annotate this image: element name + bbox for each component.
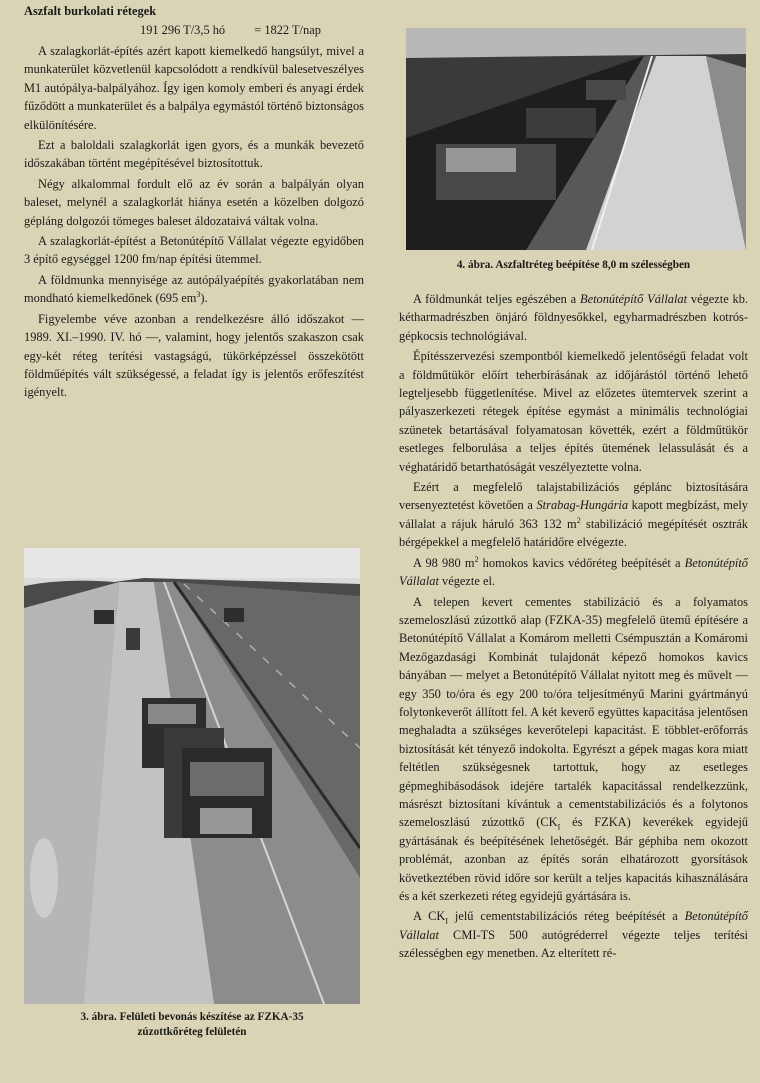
left-paragraph-3: Négy alkalommal fordult elő az év során a balpályán olyan baleset, melynél a szalagkorlát hiánya esetén a közelben dolgozó gépláng dolgozói tömeges baleset áldozataivá váltak volna.: [24, 176, 364, 228]
left-paragraph-4: A szalagkorlát-építést a Betonútépítő Vállalat végezte egyidőben 3 építő egységgel 1200 fm/nap építési ütemmel.: [24, 234, 364, 267]
figure-4-caption: 4. ábra. Aszfaltréteg beépítése 8,0 m szélességben: [456, 259, 691, 271]
left-paragraph-5: A földmunka mennyisége az autópályaépítés gyakorlatában nem mondható kiemelkedőnek (695 $em^3$).: [24, 272, 364, 306]
right-paragraph-2: Építésszervezési szempontból kiemelkedő jelentőségű feladat volt a földműtükör előírt teherbírásának az időjárástól történő lehető legteljesebb függetlenítése. Mivel az előzetes ütemtervek szerint a pályaszerkezeti rétegek építése egymást a minimális technológiai szünetek betartásával folyamatosan követték, ezért a földműtükör esetleges felborulása a teljes építés ütemének lelassulását és a véghatáridő betarthatóságát veszélyeztette volna.: [399, 349, 748, 474]
formula-right: = 1822 T/nap: [254, 23, 321, 37]
formula-line: [140, 22, 360, 39]
right-paragraph-4: A 98 980 $m^2$ homokos kavics védőréteg beépítését a Betonútépítő Vállalat végezte el.: [399, 554, 748, 589]
right-paragraph-6: A $CK_I$ jelű cementstabilizációs réteg beépítését a Betonútépítő Vállalat CMI-TS 500 autógréderrel végezte teljes terítési szélességben egy menetben. Az elterített ré-: [399, 909, 748, 961]
left-column: [24, 42, 364, 402]
road-construction-illustration: [24, 548, 360, 1004]
right-paragraph-5: A telepen kevert cementes stabilizáció és a folyamatos szemeloszlású zúzottkő alap (FZKA-35) megfelelő ütemű építésére a Betonútépítő Vállalat a Komárom melletti Csémpusztán a Komáromi Mezőgazdasági Kombinát tulajdonát képező homokos kavics bányában — melyet a Betonútépítő Vállalat nyitott meg és művelt — egy 350 to/óra és egy 200 to/óra teljesítményű Marini gyártmányú folytonkeverőt állított fel. A két keverő együttes kapacitása jelentősen meghaladta a szükséges keverőtelepi kapacitást. E többlet-erőforrás biztosítását két tényező indokolta. Egyrészt a gépek magas kora miatt feltétlen szükségesnek tartottuk, hogy az esetleges gépmeghibásodások idejére tartalék kapacitással rendelkezzünk, másrészt biztosítani kívántuk a cementstabilizációs és a folytonos szemeloszlású zúzottkő ($CK_I$ és FZKA) keverékek egyidejű gyártásának és beépítésének lehetőségét. Bár géphiba nem okozott problémát, azonban az építés során elhatározott gyorsítások következtében rövid időre sor került a teljes kapacitás kihasználására és a két szerkezeti réteg egyidejű gyártására is.: [399, 594, 749, 903]
left-paragraph-1: A szalagkorlát-építés azért kapott kiemelkedő hangsúlyt, mivel a munkaterület közvetlenül kapcsolódott a rendkívül balesetveszélyes M1 autópálya-balpályához. Így igen komoly emberi és anyagi érdek fűződött a munkaterület és a balpálya egymástól történő biztonságos elkülönítésére.: [24, 44, 364, 132]
figure-3-photo: [24, 548, 360, 1004]
right-paragraph-1: A földmunkát teljes egészében a Betonútépítő Vállalat végezte kb. kétharmadrészben önjáró földnyesőkkel, egyharmadrészben kotrós-gépkocsis technológiával.: [399, 292, 749, 343]
left-paragraph-2: Ezt a baloldali szalagkorlát igen gyors, és a munkák bevezető időszakában történt megépítésével biztosítottuk.: [24, 138, 364, 171]
figure-3-caption-line-1: 3. ábra. Felületi bevonás készítése az FZKA-35: [80, 1011, 304, 1023]
section-heading: Aszfalt burkolati rétegek: [24, 4, 157, 18]
right-column: [399, 290, 748, 963]
left-paragraph-6: Figyelembe véve azonban a rendelkezésre álló időszakot — 1989. XI.–1990. IV. hó —, valamint, hogy jelentős szakaszon csak egy-két réteg terítési vastagságú, tükörképzéssel összekötött földműépítés vált szükségessé, a feladat így is jelentős erőfeszítést igényelt.: [24, 311, 364, 400]
right-paragraph-3: Ezért a megfelelő talajstabilizációs géplánc biztosítására versenyeztetést követően a Strabag-Hungária kapott megbízást, mely vállalat a rájuk háruló 363 132 $m^2$ stabilizáció megépítését osztrák bérgépekkel a megfelelő határidőre elvégezte.: [399, 480, 748, 550]
figure-4-photo: [406, 28, 746, 250]
figure-3-caption: [24, 1010, 360, 1040]
asphalt-paving-illustration: [406, 28, 746, 250]
formula-left: 191 296 T/3,5 hó: [140, 23, 226, 37]
figure-3-caption-line-2: zúzottkőréteg felületén: [137, 1026, 247, 1038]
